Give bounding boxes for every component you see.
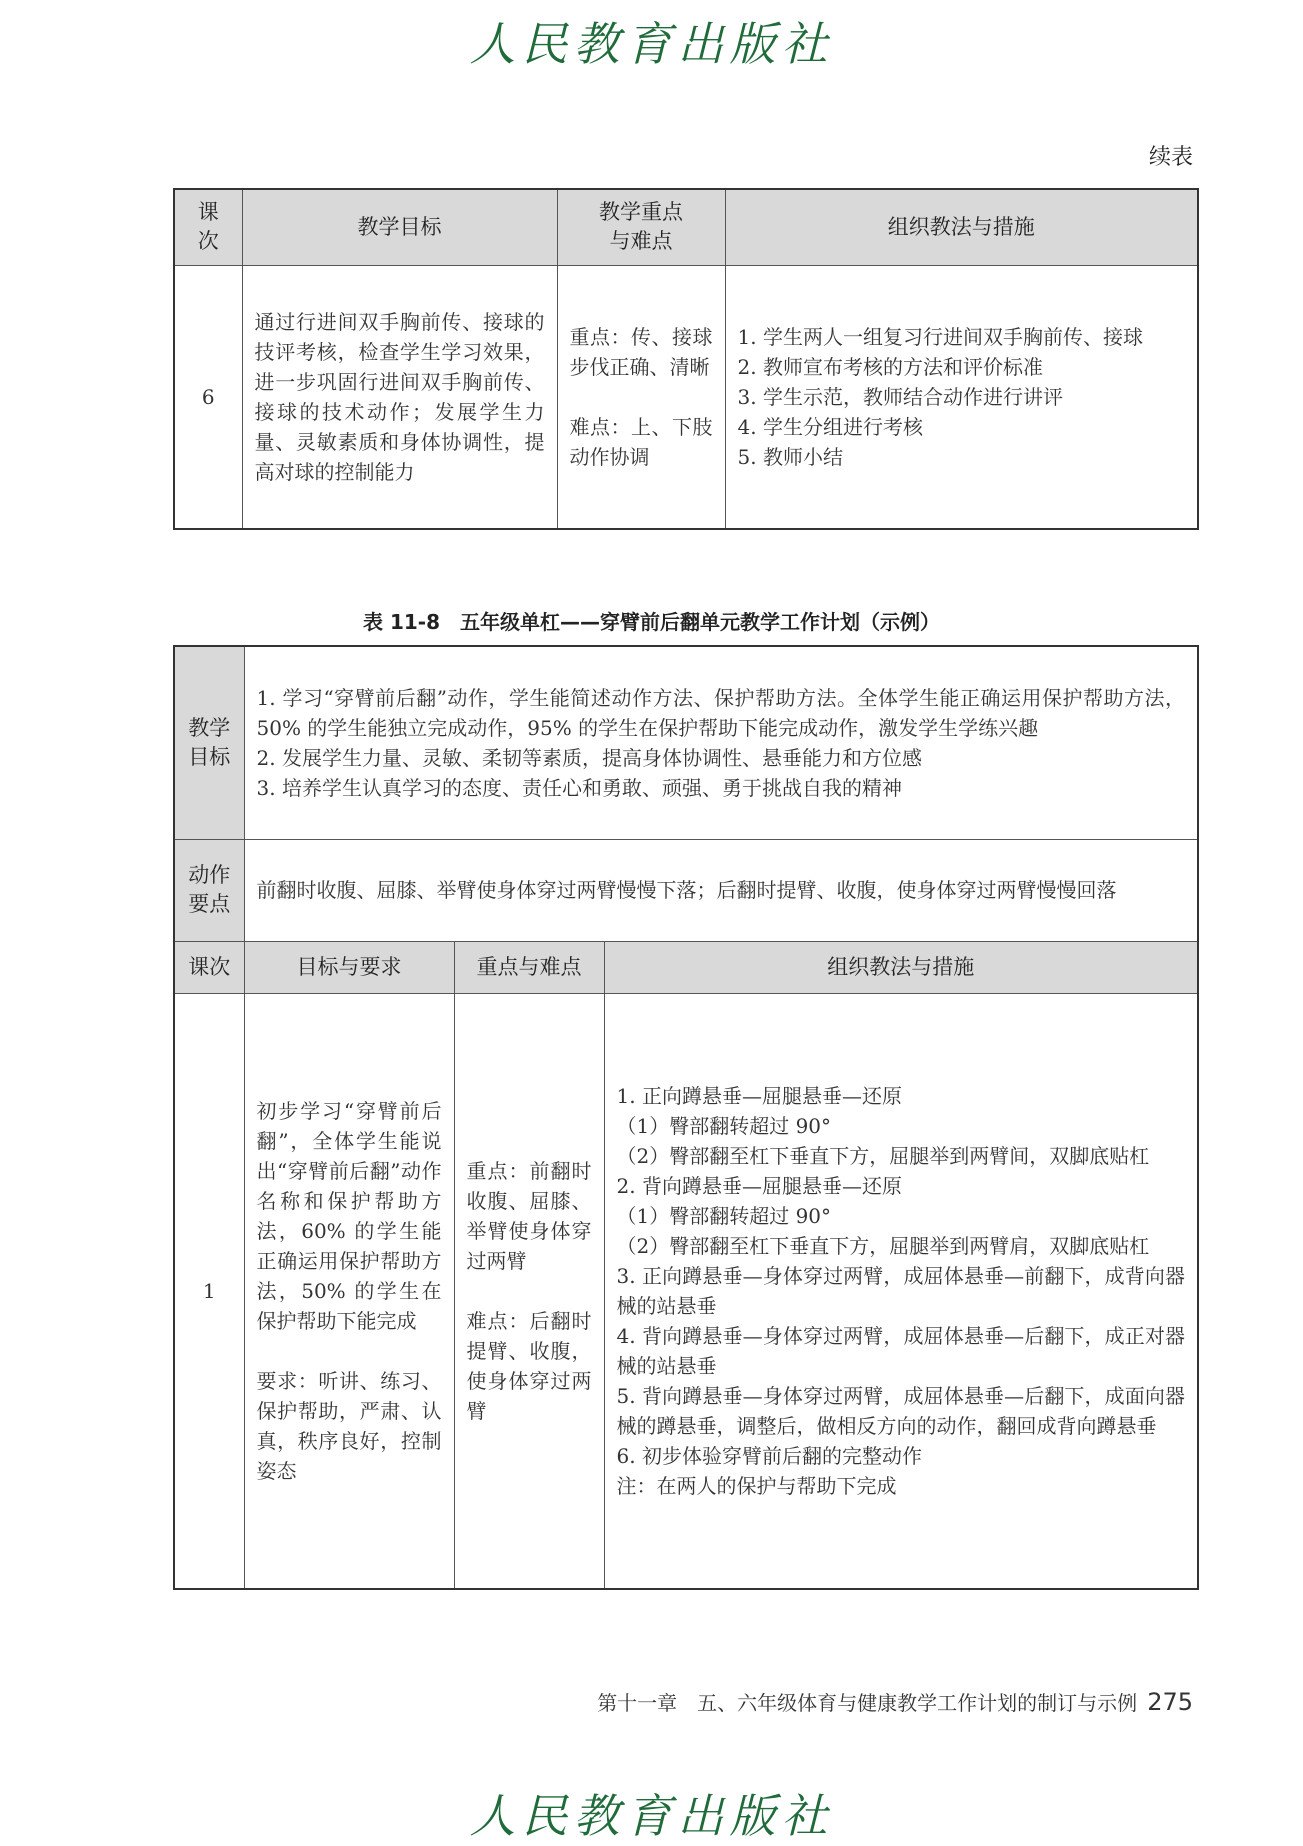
teaching-goal: 通过行进间双手胸前传、接球的技评考核，检查学生学习效果，进一步巩固行进间双手胸前传、接球的技术动作；发展学生力量、灵敏素质和身体协调性，提高对球的控制能力 [242, 265, 557, 529]
publisher-watermark-bottom: 人民教育出版社 [469, 1789, 834, 1843]
method-item: 2. 教师宣布考核的方法和评价标准 [737, 354, 1043, 379]
action-points: 前翻时收腹、屈膝、举臂使身体穿过两臂慢慢下落；后翻时提臂、收腹，使身体穿过两臂慢慢回落 [244, 839, 1198, 941]
header-key-difficulty: 教学重点 与难点 [557, 189, 725, 265]
methods-list [604, 993, 1198, 1589]
unit-plan-table [173, 645, 1199, 1590]
unit-goal-item: 2. 发展学生力量、灵敏、柔韧等素质，提高身体协调性、悬垂能力和方位感 [256, 745, 922, 770]
method-note: 注：在两人的保护与帮助下完成 [616, 1473, 897, 1498]
method-item: 1. 学生两人一组复习行进间双手胸前传、接球 [737, 324, 1143, 349]
unit-goals [244, 646, 1198, 839]
method-item: 6. 初步体验穿臂前后翻的完整动作 [616, 1443, 922, 1468]
difficulty-point: 难点：上、下肢动作协调 [569, 414, 713, 469]
header-teaching-goal: 教学目标 [242, 189, 557, 265]
chapter-title: 第十一章 五、六年级体育与健康教学工作计划的制订与示例 [597, 1691, 1138, 1715]
method-item: （1）臀部翻转超过 90° [616, 1203, 832, 1228]
action-label: 动作 要点 [174, 839, 244, 941]
goal-requirement [244, 993, 454, 1589]
page-number: 275 [1147, 1688, 1193, 1716]
key-difficulty [557, 265, 725, 529]
method-item: （2）臀部翻至杠下垂直下方，屈腿举到两臂肩，双脚底贴杠 [616, 1233, 1150, 1258]
method-item: 5. 背向蹲悬垂—身体穿过两臂，成屈体悬垂—后翻下，成面向器械的蹲悬垂，调整后，做相反方向的动作，翻回成背向蹲悬垂 [616, 1383, 1186, 1438]
method-item: （1）臀部翻转超过 90° [616, 1113, 832, 1138]
header-lesson: 课 次 [174, 189, 242, 265]
continued-label: 续表 [1148, 145, 1193, 170]
key-point: 重点：前翻时收腹、屈膝、举臂使身体穿过两臂 [466, 1158, 592, 1273]
method-item: 4. 背向蹲悬垂—身体穿过两臂，成屈体悬垂—后翻下，成正对器械的站悬垂 [616, 1323, 1186, 1378]
unit-goal-item: 1. 学习“穿臂前后翻”动作，学生能简述动作方法、保护帮助方法。全体学生能正确运用保护帮助方法，50% 的学生能独立完成动作，95% 的学生在保护帮助下能完成动作，激发学生学练兴趣 [256, 685, 1186, 740]
header-lesson: 课次 [174, 941, 244, 993]
method-item: 4. 学生分组进行考核 [737, 414, 923, 439]
table-caption: 表 11-8 五年级单杠——穿臂前后翻单元教学工作计划（示例） [362, 610, 940, 634]
header-methods: 组织教法与措施 [725, 189, 1198, 265]
lesson-number: 1 [174, 993, 244, 1589]
methods-list [725, 265, 1198, 529]
key-point: 重点：传、接球步伐正确、清晰 [569, 324, 713, 379]
method-item: （2）臀部翻至杠下垂直下方，屈腿举到两臂间，双脚底贴杠 [616, 1143, 1150, 1168]
lesson-table-continued [173, 188, 1199, 530]
method-item: 2. 背向蹲悬垂—屈腿悬垂—还原 [616, 1173, 902, 1198]
method-item: 3. 学生示范，教师结合动作进行讲评 [737, 384, 1063, 409]
publisher-watermark-top: 人民教育出版社 [469, 17, 834, 71]
lesson-goal: 初步学习“穿臂前后翻”，全体学生能说出“穿臂前后翻”动作名称和保护帮助方法，60% 的学生能正确运用保护帮助方法，50% 的学生在保护帮助下能完成 [256, 1098, 442, 1333]
method-item: 3. 正向蹲悬垂—身体穿过两臂，成屈体悬垂—前翻下，成背向器械的站悬垂 [616, 1263, 1186, 1318]
header-goal-requirement: 目标与要求 [244, 941, 454, 993]
method-item: 1. 正向蹲悬垂—屈腿悬垂—还原 [616, 1083, 902, 1108]
lesson-number: 6 [174, 265, 242, 529]
method-item: 5. 教师小结 [737, 444, 843, 469]
key-difficulty [454, 993, 604, 1589]
unit-goal-item: 3. 培养学生认真学习的态度、责任心和勇敢、顽强、勇于挑战自我的精神 [256, 775, 902, 800]
header-methods: 组织教法与措施 [604, 941, 1198, 993]
lesson-requirement: 要求：听讲、练习、保护帮助，严肃、认真，秩序良好，控制姿态 [256, 1368, 442, 1483]
header-key-difficulty: 重点与难点 [454, 941, 604, 993]
page-footer [597, 1687, 1193, 1716]
goal-label: 教学 目标 [174, 646, 244, 839]
difficulty-point: 难点：后翻时提臂、收腹，使身体穿过两臂 [466, 1308, 592, 1423]
